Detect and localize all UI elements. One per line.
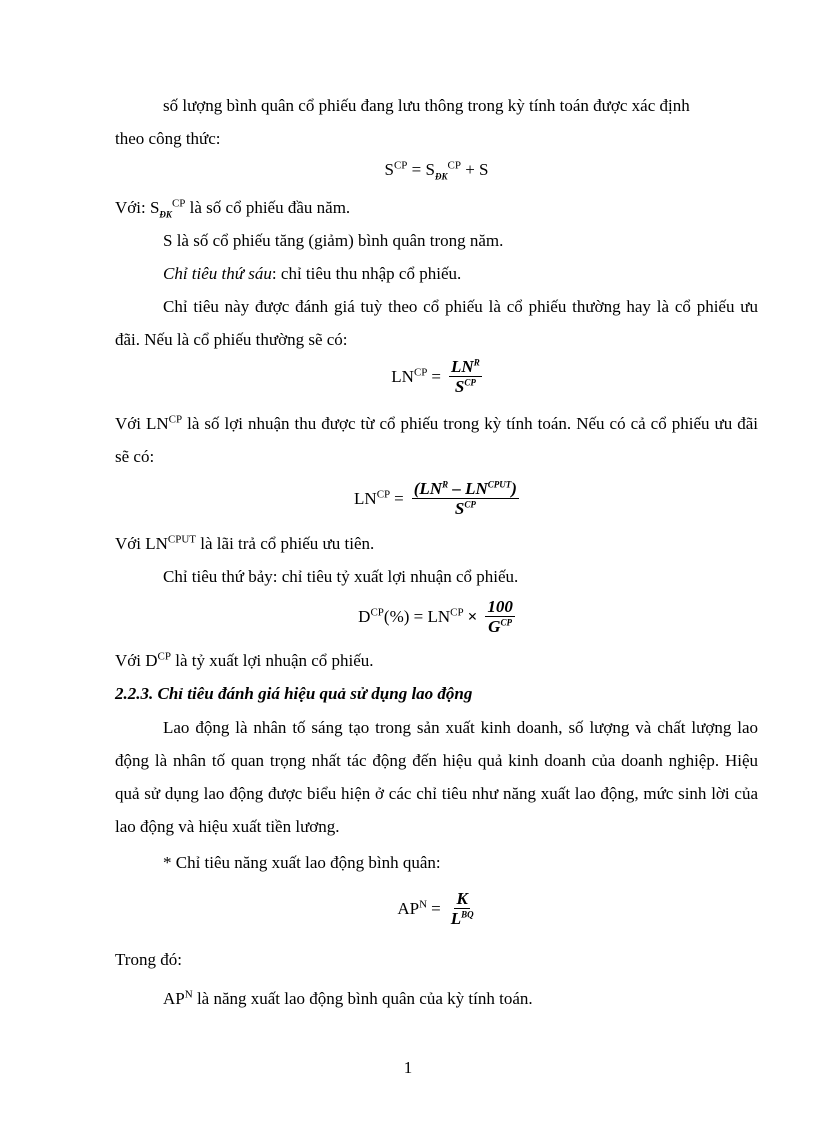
definition-line: Với: $S_{ĐK}^{CP}$ là số cổ phiếu đầu năm. xyxy=(115,197,351,220)
section-heading: 2.2.3. Chỉ tiêu đánh giá hiệu quả sử dụng lao động xyxy=(115,684,473,703)
trong-do-line: Trong đó: xyxy=(115,950,182,969)
paragraph-line: theo công thức: xyxy=(115,129,221,148)
page-number: 1 xyxy=(403,1058,413,1077)
definition-line: Với $D^{CP}$ là tỷ xuất lợi nhuận cổ phiếu. xyxy=(115,650,374,670)
paragraph-line: số lượng bình quân cổ phiếu đang lưu thông trong kỳ tính toán được xác định xyxy=(163,96,690,115)
indicator-six: Chỉ tiêu thứ sáu: chỉ tiêu thu nhập cổ phiếu. xyxy=(163,264,462,283)
definition-line: $AP^N$ là năng xuất lao động bình quân của kỳ tính toán. xyxy=(163,988,533,1008)
formula-eps: $LN^{CP}$ = $\frac{LN^R}{S^{CP}}$ xyxy=(391,357,480,396)
paragraph: Với $LN^{CP}$ là số lợi nhuận thu được từ cổ phiếu trong kỳ tính toán. Nếu có cả cổ phiếu ưu đãi sẽ có: xyxy=(115,413,758,466)
formula-shares: $S^{CP} = S_{ĐK}^{CP} + S$ xyxy=(384,159,489,182)
paragraph: Chỉ tiêu này được đánh giá tuỳ theo cổ phiếu là cổ phiếu thường hay là cổ phiếu ưu đãi. Nếu là cổ phiếu thường sẽ có: xyxy=(115,297,758,349)
indicator-seven: Chỉ tiêu thứ bảy: chỉ tiêu tỷ xuất lợi nhuận cổ phiếu. xyxy=(163,567,519,586)
definition-line: S là số cổ phiếu tăng (giảm) bình quân trong năm. xyxy=(163,231,504,250)
definition-line: Với $LN^{CPUT}$ là lãi trả cổ phiếu ưu tiên. xyxy=(115,533,375,553)
paragraph: Lao động là nhân tố sáng tạo trong sản xuất kinh doanh, số lượng và chất lượng lao động là nhân tố quan trọng nhất tác động đến hiệu quả kinh doanh của doanh nghiệp. Hiệu quả sử dụng lao động được biểu hiện ở các chỉ tiêu như năng xuất lao động, mức sinh lời của lao động và hiệu xuất tiền lương. xyxy=(115,718,758,836)
formula-labor-productivity: $AP^N$ = $\frac{K}{L^{BQ}}$ xyxy=(397,889,474,928)
formula-eps-preferred: $LN^{CP}$ = $\frac{(LN^R - LN^{CPUT})}{S^{CP}}$ xyxy=(354,479,517,518)
formula-yield: $D^{CP}(\%) = LN^{CP}$ × $\frac{100}{G^{CP}}$ xyxy=(358,597,513,636)
bullet-line: * Chỉ tiêu năng xuất lao động bình quân: xyxy=(163,853,441,872)
